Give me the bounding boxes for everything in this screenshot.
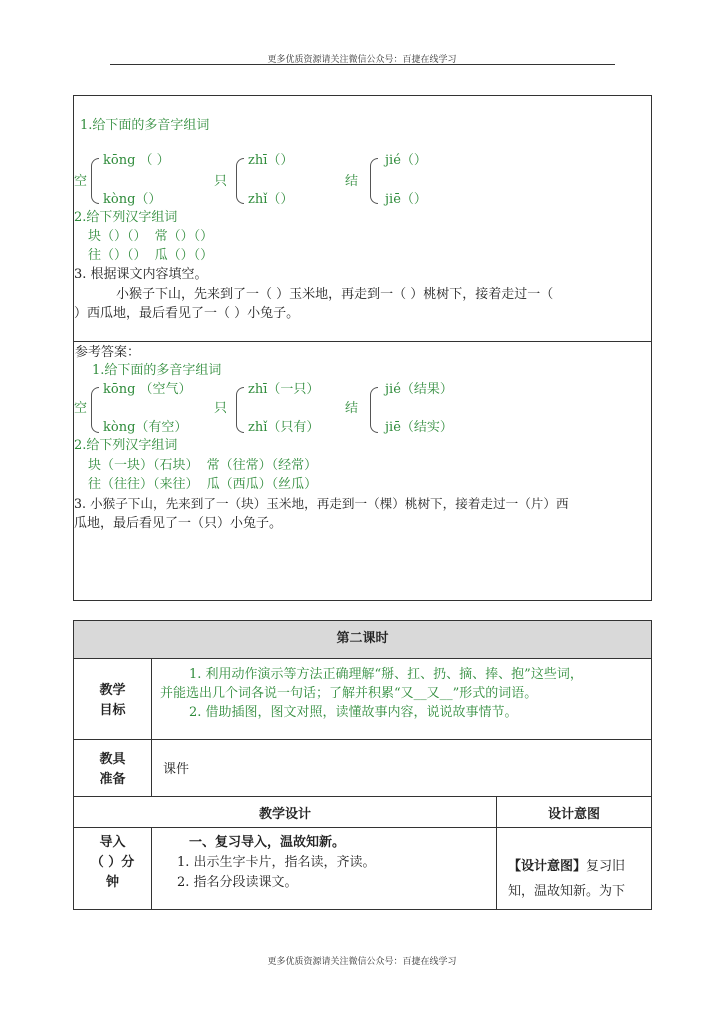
row-line-2 — [73, 739, 652, 740]
zhi-pinyin-1: zhī（） — [248, 153, 294, 168]
goals-label-2: 目标 — [99, 703, 126, 718]
jie-char: 结 — [345, 174, 359, 189]
exercise-divider — [73, 341, 652, 342]
tools-value: 课件 — [163, 762, 190, 777]
tools-label-2: 准备 — [99, 772, 126, 787]
answers-kong-pinyin-2: kòng（有空） — [103, 420, 188, 435]
header-rule — [110, 64, 615, 65]
intent-line-1-rest: 复习旧 — [586, 859, 626, 874]
goal-2: 2. 借助插图，图文对照，读懂故事内容，说说故事情节。 — [189, 705, 518, 720]
kong-pinyin-2: kòng（） — [103, 192, 162, 207]
answers-q3-line-1: 3. 小猴子下山，先来到了一（块）玉米地，再走到一（棵）桃树下，接着走过一（片）西 — [74, 496, 569, 511]
intent-line-1 — [508, 859, 625, 875]
kong-pinyin-1: kōng （ ） — [103, 153, 170, 168]
answers-jie-brace — [370, 387, 378, 433]
zhi-brace — [236, 158, 244, 204]
answers-jie-pinyin-1: jié（结果） — [385, 382, 453, 397]
q3-line-2: ）西瓜地，最后看见了一（ ）小兔子。 — [74, 306, 300, 321]
row-line-1 — [73, 658, 652, 659]
q2-row-2: 往（）（） 瓜（）（） — [88, 248, 214, 263]
header-note: 更多优质资源请关注微信公众号：百捷在线学习 — [267, 55, 457, 65]
step-2: 2. 指名分段读课文。 — [177, 875, 298, 890]
answers-zhi-pinyin-2: zhǐ（只有） — [248, 420, 320, 435]
kong-char: 空 — [74, 174, 88, 189]
footer-note: 更多优质资源请关注微信公众号：百捷在线学习 — [267, 957, 457, 967]
answers-zhi-char: 只 — [214, 401, 228, 416]
intro-label-3: 钟 — [105, 875, 119, 890]
row-line-3 — [73, 796, 652, 797]
zhi-pinyin-2: zhǐ（） — [248, 192, 294, 207]
answers-zhi-pinyin-1: zhī（一只） — [248, 382, 320, 397]
answers-q3-line-2: 瓜地，最后看见了一（只）小兔子。 — [74, 516, 283, 531]
q2-title: 2.给下列汉字组词 — [74, 210, 178, 225]
kong-brace — [91, 158, 99, 204]
col-line-label-2 — [151, 827, 152, 910]
goals-label-1: 教学 — [99, 683, 126, 698]
q1-title: 1.给下面的多音字组词 — [80, 118, 210, 133]
q3-line-1: 小猴子下山，先来到了一（ ）玉米地，再走到一（ ）桃树下，接着走过一（ — [116, 287, 554, 302]
jie-brace — [370, 158, 378, 204]
step-1: 1. 出示生字卡片，指名读，齐读。 — [177, 855, 376, 870]
q3-title: 3. 根据课文内容填空。 — [74, 267, 208, 282]
col-line-label — [151, 658, 152, 796]
intent-line-2: 知，温故知新。为下 — [508, 884, 626, 899]
answers-kong-pinyin-1: kōng （空气） — [103, 382, 192, 397]
intro-label-1: 导入 — [99, 835, 126, 850]
answers-zhi-brace — [236, 387, 244, 433]
lesson-title: 第二课时 — [336, 631, 389, 646]
answers-q1-title: 1.给下面的多音字组词 — [92, 363, 222, 378]
answers-q2-row-2: 往（往往）（来往） 瓜（西瓜）（丝瓜） — [88, 477, 318, 492]
intent-header: 设计意图 — [547, 807, 600, 822]
answers-label: 参考答案： — [75, 345, 141, 360]
tools-label-1: 教具 — [99, 752, 126, 767]
q2-row-1: 块（）（） 常（）（） — [88, 229, 214, 244]
intro-label-2: （ ）分 — [90, 855, 135, 870]
jie-pinyin-1: jié（） — [385, 153, 427, 168]
answers-jie-pinyin-2: jiē（结实） — [385, 420, 453, 435]
goal-1-line-2: 并能选出几个词各说一句话；了解并积累“又__又__”形式的词语。 — [160, 686, 538, 701]
answers-q2-row-1: 块（一块）（石块） 常（往常）（经常） — [88, 458, 318, 473]
answers-kong-char: 空 — [74, 401, 88, 416]
jie-pinyin-2: jiē（） — [385, 192, 427, 207]
answers-kong-brace — [91, 387, 99, 433]
row-line-4 — [73, 827, 652, 828]
step-title: 一、复习导入，温故知新。 — [189, 835, 346, 850]
goal-1-line-1: 1. 利用动作演示等方法正确理解“掰、扛、扔、摘、捧、抱”这些词， — [189, 667, 583, 682]
answers-q2-title: 2.给下列汉字组词 — [74, 438, 178, 453]
zhi-char: 只 — [214, 174, 228, 189]
answers-jie-char: 结 — [345, 401, 359, 416]
intent-tag: 【设计意图】 — [508, 859, 587, 874]
design-header: 教学设计 — [258, 807, 311, 822]
